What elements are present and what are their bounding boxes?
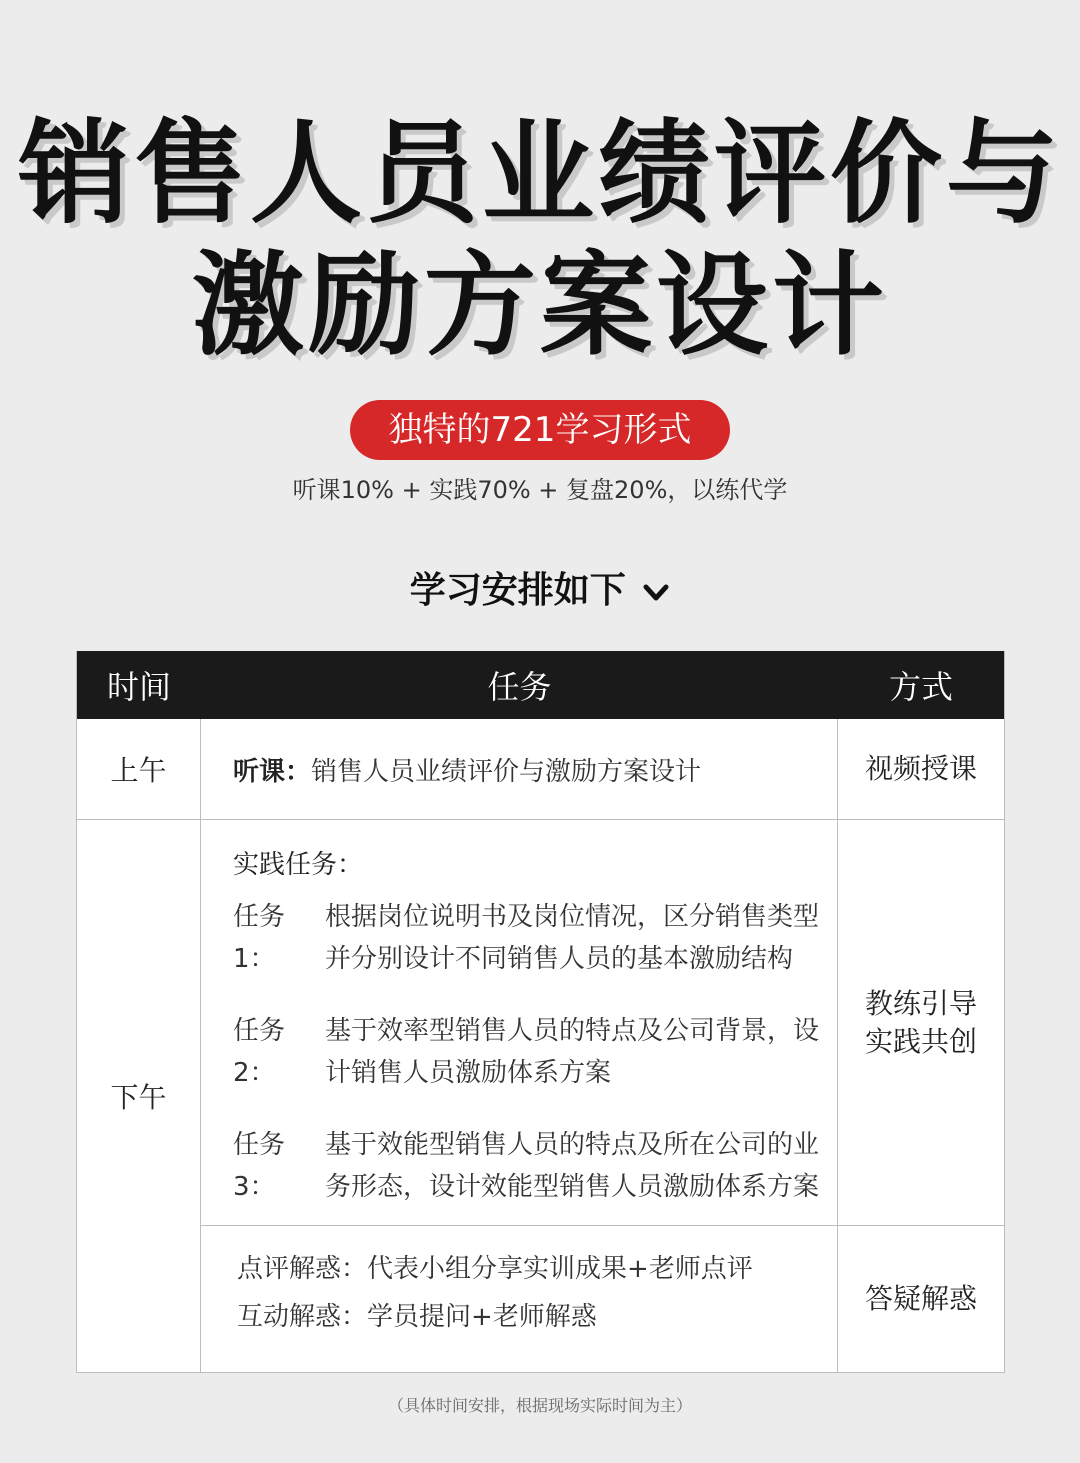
schedule-heading-text: 学习安排如下	[409, 570, 626, 611]
header-time: 时间	[106, 668, 171, 706]
list-item	[233, 896, 821, 980]
practice-tasks	[201, 820, 838, 1225]
afternoon-content	[201, 820, 1004, 1372]
learning-formula: 听课10% + 实践70% + 复盘20%，以练代学	[292, 476, 788, 504]
review-row	[201, 1226, 1004, 1372]
task-line: 务形态，设计效能型销售人员激励体系方案	[325, 1172, 820, 1202]
task-line: 计销售人员激励体系方案	[325, 1058, 612, 1088]
task-line: 根据岗位说明书及岗位情况，区分销售类型	[325, 902, 820, 932]
morning-task-text: 销售人员业绩评价与激励方案设计	[311, 756, 702, 787]
table-row-afternoon	[77, 820, 1004, 1373]
format-badge: 独特的721学习形式	[350, 400, 730, 460]
practice-method	[838, 820, 1004, 1225]
page-title-line2: 激励方案设计	[192, 241, 888, 371]
table-header	[77, 651, 1004, 719]
practice-method-line2: 实践共创	[864, 1024, 977, 1058]
table-row-morning	[77, 719, 1004, 820]
task-line: 并分别设计不同销售人员的基本激励结构	[325, 944, 794, 974]
footnote: （具体时间安排，根据现场实际时间为主）	[387, 1396, 692, 1415]
morning-method: 视频授课	[864, 752, 977, 785]
list-item	[233, 1124, 821, 1208]
review-items	[201, 1226, 838, 1372]
schedule-heading	[0, 562, 1080, 613]
task-label: 任务3：	[233, 1130, 286, 1202]
task-line: 基于效能型销售人员的特点及所在公司的业	[325, 1130, 820, 1160]
practice-method-line1: 教练引导	[864, 986, 977, 1020]
practice-row	[201, 820, 1004, 1226]
morning-time: 上午	[77, 719, 201, 819]
list-item	[233, 1010, 821, 1094]
task-description	[325, 1124, 819, 1208]
review-line: 互动解惑：学员提问+老师解惑	[237, 1302, 597, 1332]
header-task: 任务	[487, 668, 552, 706]
task-line: 基于效率型销售人员的特点及公司背景，设	[325, 1016, 820, 1046]
task-description	[325, 896, 819, 980]
review-method: 答疑解惑	[864, 1282, 977, 1315]
morning-task	[201, 719, 838, 819]
afternoon-time: 下午	[77, 820, 201, 1372]
morning-task-label: 听课：	[233, 756, 312, 787]
task-label: 任务2：	[233, 1016, 286, 1088]
page-title-line1: 销售人员业绩评价与	[18, 109, 1062, 239]
review-line: 点评解惑：代表小组分享实训成果+老师点评	[237, 1254, 753, 1284]
chevron-down-icon	[642, 575, 670, 603]
header-method: 方式	[888, 668, 953, 706]
schedule-table	[76, 651, 1005, 1373]
practice-heading: 实践任务：	[233, 850, 364, 880]
task-label: 任务1：	[233, 902, 286, 974]
task-description	[325, 1010, 819, 1094]
